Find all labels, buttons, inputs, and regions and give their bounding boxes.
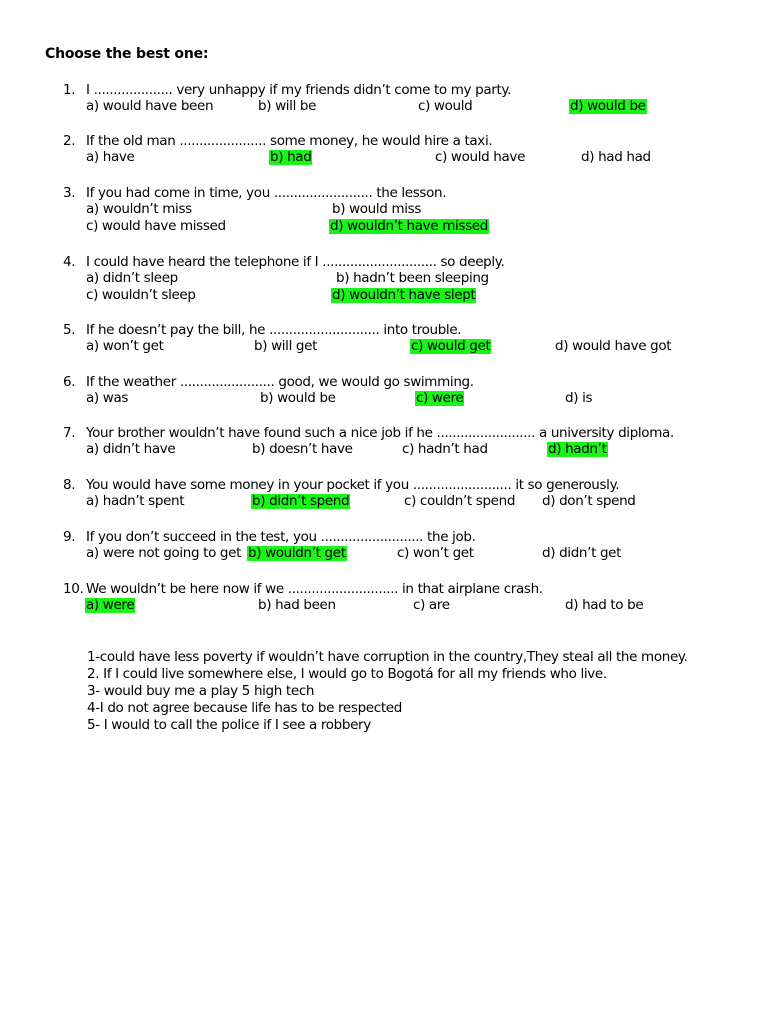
written-answer-line: 5- I would to call the police if I see a robbery <box>87 717 371 733</box>
answer-option: d) would have got <box>555 338 672 354</box>
question-5 <box>0 322 768 362</box>
answer-option: b) would miss <box>332 201 422 217</box>
highlighted-answer-option: b) wouldn’t get <box>248 545 346 561</box>
answer-option: a) was <box>86 390 129 406</box>
answer-option: b) hadn’t been sleeping <box>336 270 489 286</box>
question-number: 10. <box>63 581 84 597</box>
answer-option: a) won’t get <box>86 338 164 354</box>
written-answer-line: 2. If I could live somewhere else, I would go to Bogotá for all my friends who live. <box>87 666 607 682</box>
page-title: Choose the best one: <box>45 46 209 62</box>
answer-option: c) would have <box>435 149 526 165</box>
highlighted-answer-option: c) would get <box>411 338 491 354</box>
answer-option: a) didn’t sleep <box>86 270 178 286</box>
question-stem: If the weather ........................ good, we would go swimming. <box>86 374 474 390</box>
question-stem: If you don’t succeed in the test, you .......................... the job. <box>86 529 476 545</box>
answer-option: a) hadn’t spent <box>86 493 185 509</box>
highlighted-answer-option: a) were <box>86 597 135 613</box>
answer-option: c) are <box>413 597 450 613</box>
question-number: 2. <box>63 133 76 149</box>
question-1 <box>0 82 768 122</box>
question-stem: Your brother wouldn’t have found such a nice job if he ......................... a university diploma. <box>86 425 674 441</box>
answer-option: a) would have been <box>86 98 214 114</box>
highlighted-answer-option: c) were <box>416 390 464 406</box>
question-stem: I .................... very unhappy if my friends didn’t come to my party. <box>86 82 512 98</box>
answer-option: a) were not going to get <box>86 545 242 561</box>
question-stem: You would have some money in your pocket if you ......................... it so generously. <box>86 477 620 493</box>
answer-option: a) didn’t have <box>86 441 176 457</box>
written-answer-line: 4-I do not agree because life has to be respected <box>87 700 402 716</box>
answer-option: c) couldn’t spend <box>404 493 516 509</box>
answer-option: c) hadn’t had <box>402 441 488 457</box>
written-answer-line: 3- would buy me a play 5 high tech <box>87 683 315 699</box>
answer-option: b) would be <box>260 390 336 406</box>
highlighted-answer-option: b) had <box>270 149 312 165</box>
question-8 <box>0 477 768 517</box>
answer-option: d) had had <box>581 149 651 165</box>
question-9 <box>0 529 768 569</box>
answer-option: b) had been <box>258 597 336 613</box>
question-number: 1. <box>63 82 76 98</box>
answer-option: d) don’t spend <box>542 493 636 509</box>
answer-option: d) is <box>565 390 593 406</box>
answer-option: b) will get <box>254 338 318 354</box>
highlighted-answer-option: d) wouldn’t have missed <box>330 218 488 234</box>
question-6 <box>0 374 768 414</box>
question-4 <box>0 254 768 303</box>
answer-option: a) have <box>86 149 135 165</box>
question-number: 3. <box>63 185 76 201</box>
answer-option: d) didn’t get <box>542 545 622 561</box>
question-stem: If you had come in time, you ......................... the lesson. <box>86 185 447 201</box>
question-7 <box>0 425 768 465</box>
answer-option: c) wouldn’t sleep <box>86 287 196 303</box>
answer-option: b) doesn’t have <box>252 441 353 457</box>
question-number: 7. <box>63 425 76 441</box>
question-10 <box>0 581 768 621</box>
answer-option: b) will be <box>258 98 317 114</box>
written-answer-line: 1-could have less poverty if wouldn’t have corruption in the country,They steal all the money. <box>87 649 688 665</box>
answer-option: c) won’t get <box>397 545 474 561</box>
question-number: 4. <box>63 254 76 270</box>
question-stem: If he doesn’t pay the bill, he ............................ into trouble. <box>86 322 462 338</box>
highlighted-answer-option: b) didn’t spend <box>252 493 350 509</box>
highlighted-answer-option: d) would be <box>570 98 646 114</box>
question-stem: We wouldn’t be here now if we ............................ in that airplane crash. <box>86 581 543 597</box>
question-3 <box>0 185 768 234</box>
question-stem: I could have heard the telephone if I ............................. so deeply. <box>86 254 505 270</box>
question-2 <box>0 133 768 173</box>
question-stem: If the old man ...................... some money, he would hire a taxi. <box>86 133 493 149</box>
highlighted-answer-option: d) hadn’t <box>548 441 607 457</box>
answer-option: c) would have missed <box>86 218 226 234</box>
question-number: 5. <box>63 322 76 338</box>
answer-option: c) would <box>418 98 473 114</box>
question-number: 8. <box>63 477 76 493</box>
question-number: 9. <box>63 529 76 545</box>
question-number: 6. <box>63 374 76 390</box>
answer-option: a) wouldn’t miss <box>86 201 192 217</box>
answer-option: d) had to be <box>565 597 644 613</box>
highlighted-answer-option: d) wouldn’t have slept <box>332 287 476 303</box>
